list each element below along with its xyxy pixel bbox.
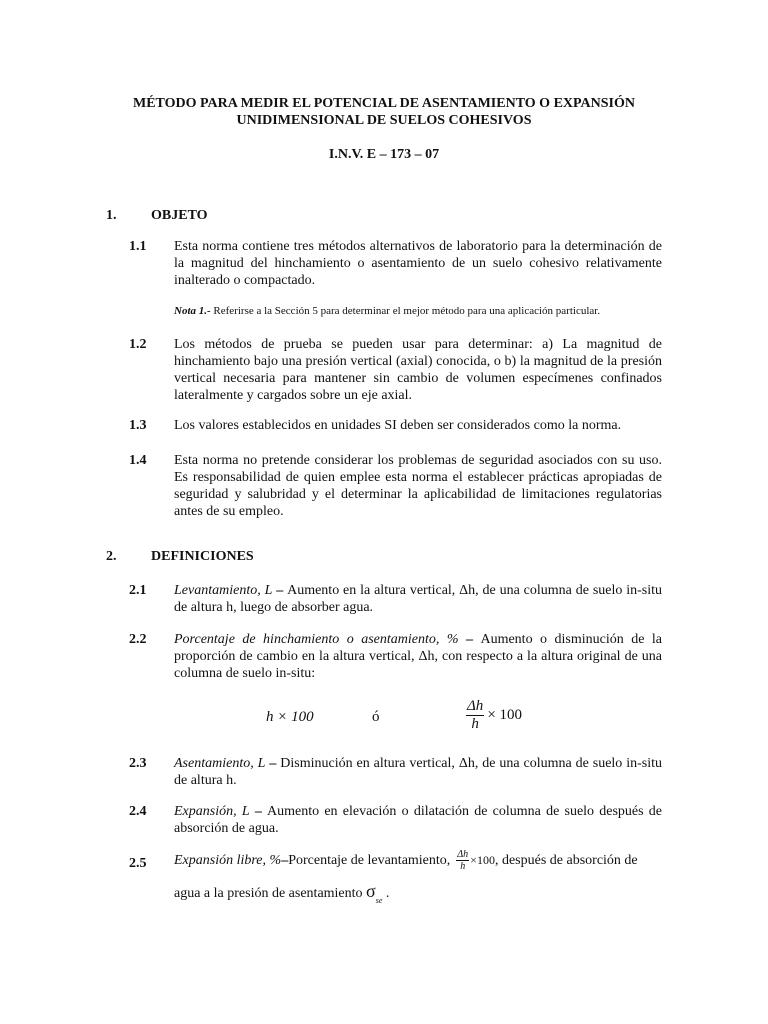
item-2-1-definition: Aumento en la altura vertical, Δh, de una columna de suelo in-situ de altura h, luego de absorber agua. [174, 583, 663, 615]
inline-fraction [456, 849, 469, 872]
item-2-5-text-line2: agua a la presión de asentamiento [174, 886, 363, 901]
item-1-4-text: Esta norma no pretende considerar los problemas de seguridad asociados con su uso. Es responsabilidad de quien emplee esta norma el establecer prácticas apropiadas de seguridad y salubridad y el determinar la aplicabilidad de limitaciones regulatorias antes de su empleo. [174, 453, 662, 519]
item-2-3-term: Asentamiento, L [174, 756, 266, 771]
item-2-4-number: 2.4 [129, 804, 147, 819]
item-2-5-inline-formula [456, 849, 495, 872]
item-2-3-text [174, 755, 662, 789]
document-code: I.N.V. E – 173 – 07 [328, 147, 440, 162]
section-1-heading: OBJETO [151, 208, 208, 223]
item-2-4-text [174, 803, 662, 837]
item-1-3-number: 1.3 [129, 418, 147, 433]
item-1-3-text: Los valores establecidos en unidades SI deben ser considerados como la norma. [174, 418, 622, 433]
item-2-2-definition: Aumento o disminución de la proporción de cambio en la altura vertical, Δh, con respecto a la altura original de una columna de suelo in-situ: [174, 632, 663, 681]
note-1 [174, 303, 684, 320]
item-2-4-term: Expansión, L [174, 804, 250, 819]
item-2-5-dash: – [281, 853, 289, 868]
item-2-1-number: 2.1 [129, 583, 147, 598]
inline-numerator: Δh [457, 849, 469, 860]
formula-numerator: Δh [467, 698, 484, 714]
inline-denominator: h [460, 861, 466, 872]
formula-delta-h-over-h [466, 698, 522, 733]
formula-fraction [466, 698, 484, 733]
formula-times-100: × 100 [487, 707, 523, 723]
item-2-5-text-after: , después de absorción de [494, 853, 638, 868]
item-2-2-term: Porcentaje de hinchamiento o asentamiento, % [174, 632, 459, 647]
item-2-2-text [174, 631, 662, 682]
item-2-3-dash: – [265, 756, 281, 771]
item-2-1-term: Levantamiento, L [174, 583, 273, 598]
formula-denominator: h [471, 716, 479, 732]
item-2-5-term: Expansión libre, % [174, 853, 282, 868]
item-2-1-dash: – [272, 583, 288, 598]
item-2-2-number: 2.2 [129, 632, 147, 647]
formula-h-times-100: h × 100 [266, 709, 314, 725]
item-1-1-number: 1.1 [129, 239, 147, 254]
item-2-4-definition: Aumento en elevación o dilatación de columna de suelo después de absorción de agua. [174, 804, 662, 836]
document-title-line1: MÉTODO PARA MEDIR EL POTENCIAL DE ASENTAMIENTO O EXPANSIÓN [132, 96, 635, 111]
sigma-symbol: σ [366, 881, 376, 901]
inline-times-100: ×100 [470, 853, 495, 867]
document-title-line2: UNIDIMENSIONAL DE SUELOS COHESIVOS [236, 113, 532, 128]
sigma-subscript: se [375, 896, 383, 905]
item-1-2-number: 1.2 [129, 337, 147, 352]
item-2-1-text [174, 582, 662, 616]
item-2-5-line1 [174, 849, 664, 872]
item-1-2-text: Los métodos de prueba se pueden usar para determinar: a) La magnitud de hinchamiento bajo una presión vertical (axial) conocida, o b) la magnitud de la presión vertical necesaria para mantener sin cambio de volumen especímenes confinados lateralmente y cargados sobre un eje axial. [174, 337, 662, 403]
item-1-1-text: Esta norma contiene tres métodos alternativos de laboratorio para la determinación de la magnitud del hinchamiento o asentamiento de un suelo cohesivo relativamente inalterado o compactado. [174, 239, 662, 288]
item-2-5-number: 2.5 [129, 856, 147, 871]
section-2-heading: DEFINICIONES [151, 549, 254, 564]
item-2-5-text-before: Porcentaje de levantamiento, [288, 853, 451, 868]
section-2-number: 2. [106, 549, 117, 564]
note-1-label: Nota 1.- [174, 305, 211, 317]
formula-or: ó [372, 709, 380, 725]
item-2-3-definition: Disminución en altura vertical, Δh, de una columna de suelo in-situ de altura h. [174, 756, 663, 788]
note-1-text: Referirse a la Sección 5 para determinar el mejor método para una aplicación particular. [210, 305, 601, 317]
item-2-5-end: . [382, 886, 390, 901]
item-2-4-dash: – [249, 804, 268, 819]
section-1-number: 1. [106, 208, 117, 223]
item-2-2-dash: – [458, 632, 481, 647]
item-2-3-number: 2.3 [129, 756, 147, 771]
item-1-4-number: 1.4 [129, 453, 147, 468]
item-2-5-line2 [174, 883, 389, 909]
